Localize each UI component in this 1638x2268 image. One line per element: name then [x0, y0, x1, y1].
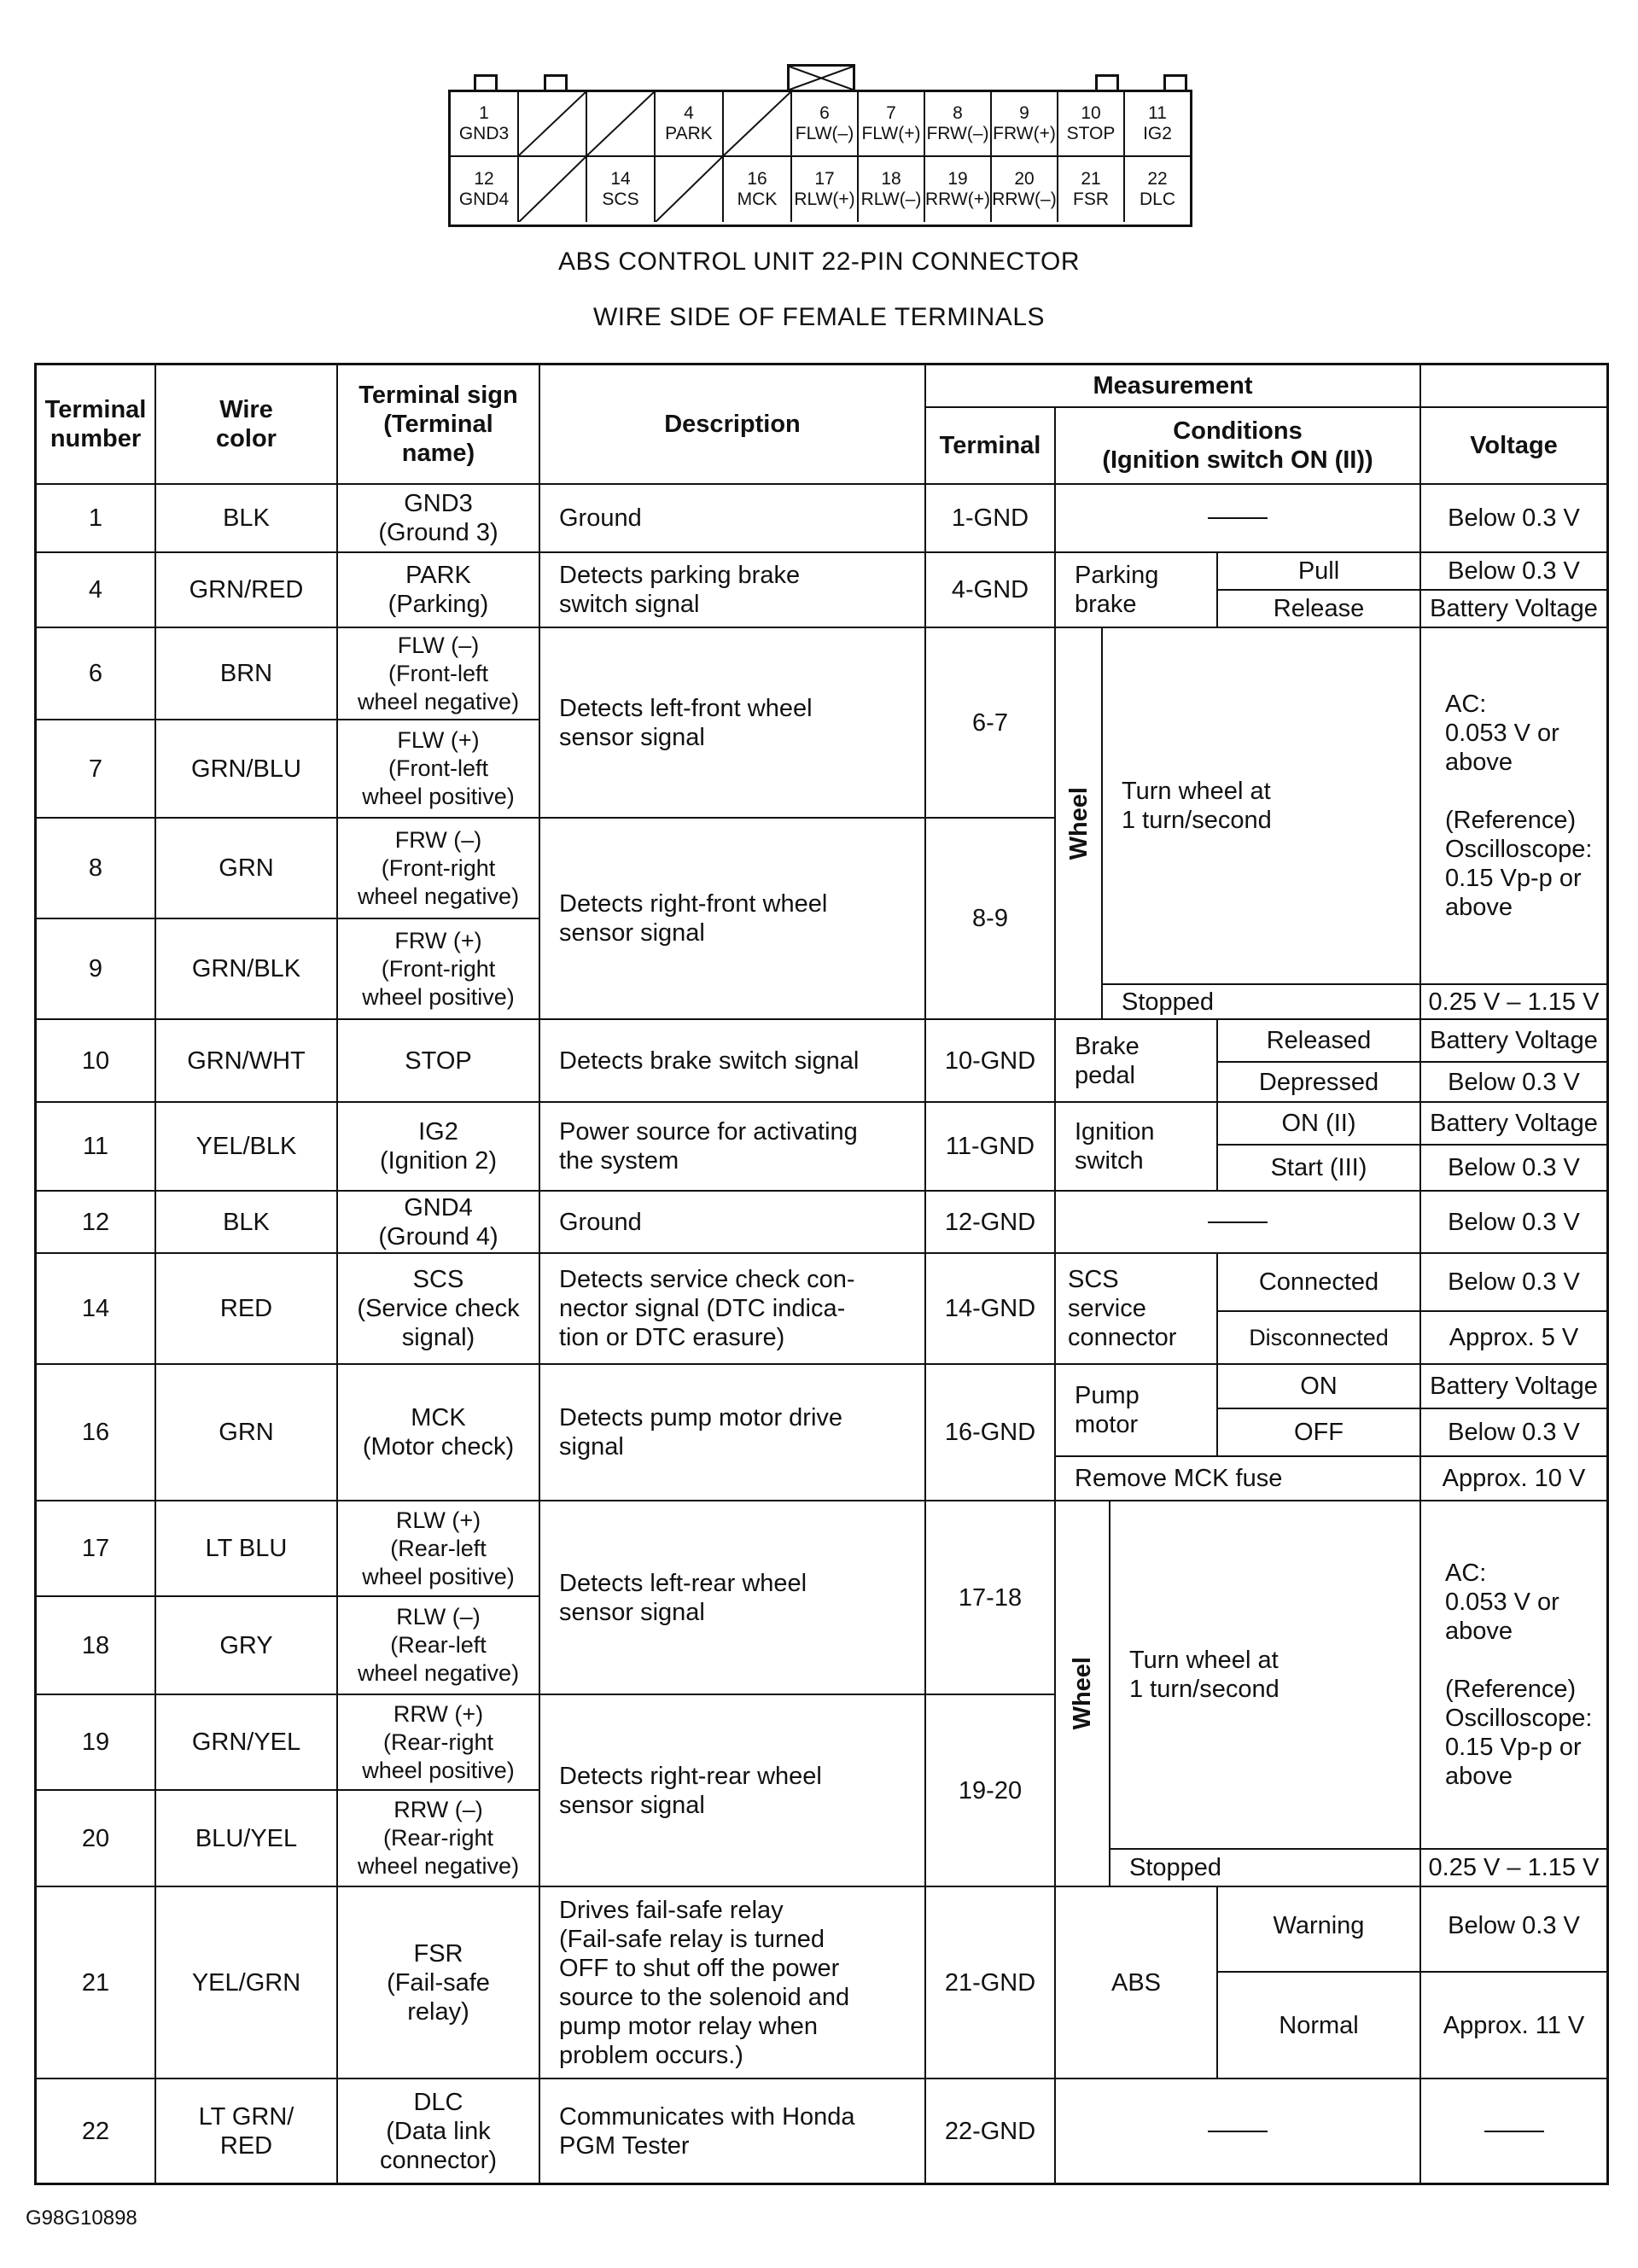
- cell-description: Detects right-front wheel sensor signal: [540, 819, 926, 1020]
- connector-empty-pin: [587, 92, 656, 157]
- cell-condition: Normal: [1218, 1973, 1421, 2079]
- cell-terminal-sign: SCS (Service check signal): [338, 1254, 540, 1365]
- cell-terminal-number: 22: [37, 2079, 156, 2183]
- connector-pin: [1125, 92, 1190, 157]
- cell-wire-color: BLU/YEL: [156, 1791, 338, 1887]
- cell-terminal: 14-GND: [926, 1254, 1056, 1365]
- cell-wire-color: GRN/RED: [156, 553, 338, 628]
- pin-signal: RRW(+): [924, 189, 991, 209]
- pin-signal: GND3: [458, 124, 510, 143]
- pin-number: 12: [474, 169, 494, 189]
- cell-terminal-sign: STOP: [338, 1020, 540, 1103]
- cell-terminal: 21-GND: [926, 1887, 1056, 2079]
- cell-terminal: 17-18: [926, 1501, 1056, 1695]
- cell-description: Detects brake switch signal: [540, 1020, 926, 1103]
- cell-terminal-number: 8: [37, 819, 156, 919]
- cell-wire-color: YEL/BLK: [156, 1103, 338, 1192]
- cell-voltage: AC: 0.053 V or above (Reference) Oscilloscope: 0.15 Vp-p or above: [1421, 628, 1606, 985]
- cell-wire-color: LT GRN/ RED: [156, 2079, 338, 2183]
- pin-signal: FRW(–): [926, 124, 989, 143]
- cell-wire-color: GRN: [156, 1365, 338, 1501]
- figure-id: G98G10898: [26, 2207, 137, 2230]
- pin-signal: IG2: [1143, 124, 1172, 143]
- cell-terminal-number: 1: [37, 485, 156, 553]
- cell-terminal-number: 9: [37, 919, 156, 1020]
- cell-voltage: Below 0.3 V: [1421, 1063, 1606, 1103]
- pin-number: 14: [610, 169, 631, 189]
- cell-description: Detects service check con- nector signal (DTC indica- tion or DTC erasure): [540, 1254, 926, 1365]
- connector-pin: [859, 157, 925, 222]
- cell-terminal-sign: IG2 (Ignition 2): [338, 1103, 540, 1192]
- cell-terminal-number: 11: [37, 1103, 156, 1192]
- cell-condition: Start (III): [1218, 1146, 1421, 1192]
- header-measurement: Measurement: [926, 365, 1421, 408]
- cell-wire-color: BLK: [156, 485, 338, 553]
- connector-pin: [925, 157, 992, 222]
- cell-voltage: Approx. 5 V: [1421, 1312, 1606, 1365]
- cell-terminal-number: 6: [37, 628, 156, 720]
- connector-empty-pin: [519, 157, 587, 222]
- connector-pin: [587, 157, 656, 222]
- cell-voltage: Below 0.3 V: [1421, 1409, 1606, 1457]
- cell-condition-none: [1056, 1192, 1421, 1254]
- cell-condition-group: SCS service connector: [1056, 1254, 1218, 1365]
- pin-number: 4: [684, 103, 694, 123]
- cell-voltage: Battery Voltage: [1421, 591, 1606, 628]
- cell-voltage: 0.25 V – 1.15 V: [1421, 985, 1606, 1020]
- cell-condition: ON (II): [1218, 1103, 1421, 1146]
- cell-wire-color: LT BLU: [156, 1501, 338, 1597]
- connector-pin: [992, 157, 1058, 222]
- cell-voltage: Below 0.3 V: [1421, 553, 1606, 591]
- cell-condition: Released: [1218, 1020, 1421, 1063]
- cell-condition: Warning: [1218, 1887, 1421, 1973]
- header-wire-color: Wire color: [156, 365, 338, 485]
- cell-terminal-sign: FRW (+) (Front-right wheel positive): [338, 919, 540, 1020]
- cell-description: Detects left-rear wheel sensor signal: [540, 1501, 926, 1695]
- cell-description: Detects parking brake switch signal: [540, 553, 926, 628]
- pin-signal: GND4: [458, 189, 510, 209]
- cell-terminal-number: 19: [37, 1695, 156, 1791]
- pin-signal: FLW(+): [861, 124, 921, 143]
- connector-key-icon: [787, 64, 855, 90]
- cell-terminal-sign: GND3 (Ground 3): [338, 485, 540, 553]
- pin-number: 7: [886, 103, 896, 123]
- cell-wire-color: GRN: [156, 819, 338, 919]
- cell-description: Ground: [540, 485, 926, 553]
- header-voltage: Voltage: [1421, 408, 1606, 485]
- cell-terminal-number: 16: [37, 1365, 156, 1501]
- cell-condition-none: [1056, 2079, 1421, 2183]
- connector-pin: [992, 92, 1058, 157]
- cell-condition-group: Parking brake: [1056, 553, 1218, 628]
- pin-number: 1: [479, 103, 489, 123]
- dash-mark: [1208, 517, 1268, 519]
- cell-terminal-number: 4: [37, 553, 156, 628]
- dash-mark: [1208, 2131, 1268, 2132]
- cell-condition: Connected: [1218, 1254, 1421, 1312]
- cell-terminal-number: 18: [37, 1597, 156, 1695]
- cell-terminal-number: 20: [37, 1791, 156, 1887]
- cell-terminal-sign: MCK (Motor check): [338, 1365, 540, 1501]
- cell-wire-color: BRN: [156, 628, 338, 720]
- cell-condition: Stopped: [1103, 985, 1421, 1020]
- pin-number: 9: [1019, 103, 1029, 123]
- cell-voltage: Below 0.3 V: [1421, 1192, 1606, 1254]
- cell-description: Detects left-front wheel sensor signal: [540, 628, 926, 819]
- pin-signal: FRW(+): [993, 124, 1056, 143]
- pin-signal: PARK: [665, 124, 713, 143]
- header-measurement-spacer: [1421, 365, 1606, 408]
- header-conditions: Conditions (Ignition switch ON (II)): [1056, 408, 1421, 485]
- cell-terminal-sign: GND4 (Ground 4): [338, 1192, 540, 1254]
- cell-terminal-sign: FRW (–) (Front-right wheel negative): [338, 819, 540, 919]
- connector-pin: [925, 92, 992, 157]
- cell-wire-color: BLK: [156, 1192, 338, 1254]
- dash-mark: [1208, 1221, 1268, 1223]
- cell-wire-color: YEL/GRN: [156, 1887, 338, 2079]
- connector-pin: [859, 92, 925, 157]
- pin-signal: STOP: [1066, 124, 1116, 143]
- cell-terminal: 8-9: [926, 819, 1056, 1020]
- header-terminal-number: Terminal number: [37, 365, 156, 485]
- cell-terminal-number: 21: [37, 1887, 156, 2079]
- header-description: Description: [540, 365, 926, 485]
- pin-number: 16: [747, 169, 767, 189]
- pin-number: 11: [1148, 103, 1167, 123]
- pin-number: 8: [953, 103, 963, 123]
- connector-pin: [656, 92, 724, 157]
- cell-wire-color: GRN/YEL: [156, 1695, 338, 1791]
- cell-condition: OFF: [1218, 1409, 1421, 1457]
- cell-condition: Turn wheel at 1 turn/second: [1110, 1501, 1421, 1850]
- header-terminal: Terminal: [926, 408, 1056, 485]
- cell-terminal: 22-GND: [926, 2079, 1056, 2183]
- pin-signal: FLW(–): [795, 124, 854, 143]
- pin-signal: DLC: [1139, 189, 1175, 209]
- cell-wheel-label: Wheel: [1056, 628, 1103, 1020]
- cell-voltage: Below 0.3 V: [1421, 1254, 1606, 1312]
- cell-condition: Pull: [1218, 553, 1421, 591]
- cell-terminal-sign: RLW (+) (Rear-left wheel positive): [338, 1501, 540, 1597]
- connector-pin: [792, 157, 859, 222]
- pin-number: 20: [1014, 169, 1035, 189]
- cell-terminal-sign: FLW (–) (Front-left wheel negative): [338, 628, 540, 720]
- cell-condition-group: Pump motor: [1056, 1365, 1218, 1457]
- cell-wire-color: GRN/WHT: [156, 1020, 338, 1103]
- pin-number: 10: [1081, 103, 1101, 123]
- cell-terminal: 16-GND: [926, 1365, 1056, 1501]
- cell-terminal-number: 10: [37, 1020, 156, 1103]
- cell-description: Detects pump motor drive signal: [540, 1365, 926, 1501]
- cell-condition: Remove MCK fuse: [1056, 1457, 1421, 1501]
- pin-number: 22: [1147, 169, 1168, 189]
- connector-pin: [724, 157, 792, 222]
- cell-terminal-number: 7: [37, 720, 156, 819]
- cell-voltage: Below 0.3 V: [1421, 485, 1606, 553]
- cell-terminal-sign: PARK (Parking): [338, 553, 540, 628]
- terminal-table: [34, 363, 1609, 2185]
- cell-wire-color: RED: [156, 1254, 338, 1365]
- cell-voltage: Battery Voltage: [1421, 1365, 1606, 1409]
- pin-signal: RLW(–): [860, 189, 922, 209]
- cell-voltage: 0.25 V – 1.15 V: [1421, 1850, 1606, 1887]
- connector-diagram: [448, 64, 1191, 226]
- cell-terminal-number: 17: [37, 1501, 156, 1597]
- connector-body: [448, 90, 1192, 227]
- cell-voltage: AC: 0.053 V or above (Reference) Oscilloscope: 0.15 Vp-p or above: [1421, 1501, 1606, 1850]
- pin-number: 21: [1081, 169, 1101, 189]
- cell-voltage: Approx. 10 V: [1421, 1457, 1606, 1501]
- cell-description: Detects right-rear wheel sensor signal: [540, 1695, 926, 1887]
- cell-terminal: 1-GND: [926, 485, 1056, 553]
- header-terminal-sign: Terminal sign (Terminal name): [338, 365, 540, 485]
- cell-wire-color: GRY: [156, 1597, 338, 1695]
- pin-signal: FSR: [1073, 189, 1109, 209]
- cell-terminal: 4-GND: [926, 553, 1056, 628]
- cell-terminal-sign: FLW (+) (Front-left wheel positive): [338, 720, 540, 819]
- cell-condition-none: [1056, 485, 1421, 553]
- cell-description: Communicates with Honda PGM Tester: [540, 2079, 926, 2183]
- cell-terminal: 10-GND: [926, 1020, 1056, 1103]
- cell-condition: Turn wheel at 1 turn/second: [1103, 628, 1421, 985]
- cell-wire-color: GRN/BLU: [156, 720, 338, 819]
- cell-wire-color: GRN/BLK: [156, 919, 338, 1020]
- pin-number: 19: [947, 169, 968, 189]
- connector-pin: [1058, 157, 1125, 222]
- cell-condition: ON: [1218, 1365, 1421, 1409]
- connector-pin: [1125, 157, 1190, 222]
- cell-terminal: 19-20: [926, 1695, 1056, 1887]
- cell-voltage: Below 0.3 V: [1421, 1887, 1606, 1973]
- cell-voltage: Below 0.3 V: [1421, 1146, 1606, 1192]
- cell-wheel-label: Wheel: [1056, 1501, 1110, 1887]
- pin-signal: RLW(+): [794, 189, 855, 209]
- pin-signal: MCK: [737, 189, 778, 209]
- cell-terminal-number: 14: [37, 1254, 156, 1365]
- pin-number: 17: [814, 169, 835, 189]
- dash-mark: [1484, 2131, 1544, 2132]
- cell-terminal-number: 12: [37, 1192, 156, 1254]
- cell-condition: Disconnected: [1218, 1312, 1421, 1365]
- pin-number: 6: [819, 103, 830, 123]
- connector-pin: [792, 92, 859, 157]
- cell-terminal-sign: FSR (Fail-safe relay): [338, 1887, 540, 2079]
- cell-condition: Depressed: [1218, 1063, 1421, 1103]
- cell-terminal-sign: RLW (–) (Rear-left wheel negative): [338, 1597, 540, 1695]
- connector-empty-pin: [656, 157, 724, 222]
- cell-description: Drives fail-safe relay (Fail-safe relay is turned OFF to shut off the power source to the solenoid and pump motor relay when problem occurs.): [540, 1887, 926, 2079]
- cell-condition: Stopped: [1110, 1850, 1421, 1887]
- cell-voltage-none: [1421, 2079, 1606, 2183]
- cell-condition-group: Ignition switch: [1056, 1103, 1218, 1192]
- cell-voltage: Approx. 11 V: [1421, 1973, 1606, 2079]
- connector-subcaption: WIRE SIDE OF FEMALE TERMINALS: [592, 303, 1046, 331]
- cell-terminal-sign: RRW (+) (Rear-right wheel positive): [338, 1695, 540, 1791]
- connector-empty-pin: [519, 92, 587, 157]
- connector-caption: ABS CONTROL UNIT 22-PIN CONNECTOR: [557, 248, 1081, 276]
- cell-terminal: 11-GND: [926, 1103, 1056, 1192]
- cell-terminal-sign: DLC (Data link connector): [338, 2079, 540, 2183]
- pin-number: 18: [881, 169, 901, 189]
- cell-description: Ground: [540, 1192, 926, 1254]
- cell-description: Power source for activating the system: [540, 1103, 926, 1192]
- connector-empty-pin: [724, 92, 792, 157]
- cell-voltage: Battery Voltage: [1421, 1020, 1606, 1063]
- cell-terminal: 12-GND: [926, 1192, 1056, 1254]
- cell-voltage: Battery Voltage: [1421, 1103, 1606, 1146]
- connector-pin: [451, 157, 519, 222]
- cell-terminal: 6-7: [926, 628, 1056, 819]
- pin-signal: RRW(–): [992, 189, 1057, 209]
- connector-pin: [451, 92, 519, 157]
- cell-condition-group: ABS: [1056, 1887, 1218, 2079]
- cell-condition: Release: [1218, 591, 1421, 628]
- cell-terminal-sign: RRW (–) (Rear-right wheel negative): [338, 1791, 540, 1887]
- pin-signal: SCS: [602, 189, 639, 209]
- connector-pin: [1058, 92, 1125, 157]
- cell-condition-group: Brake pedal: [1056, 1020, 1218, 1103]
